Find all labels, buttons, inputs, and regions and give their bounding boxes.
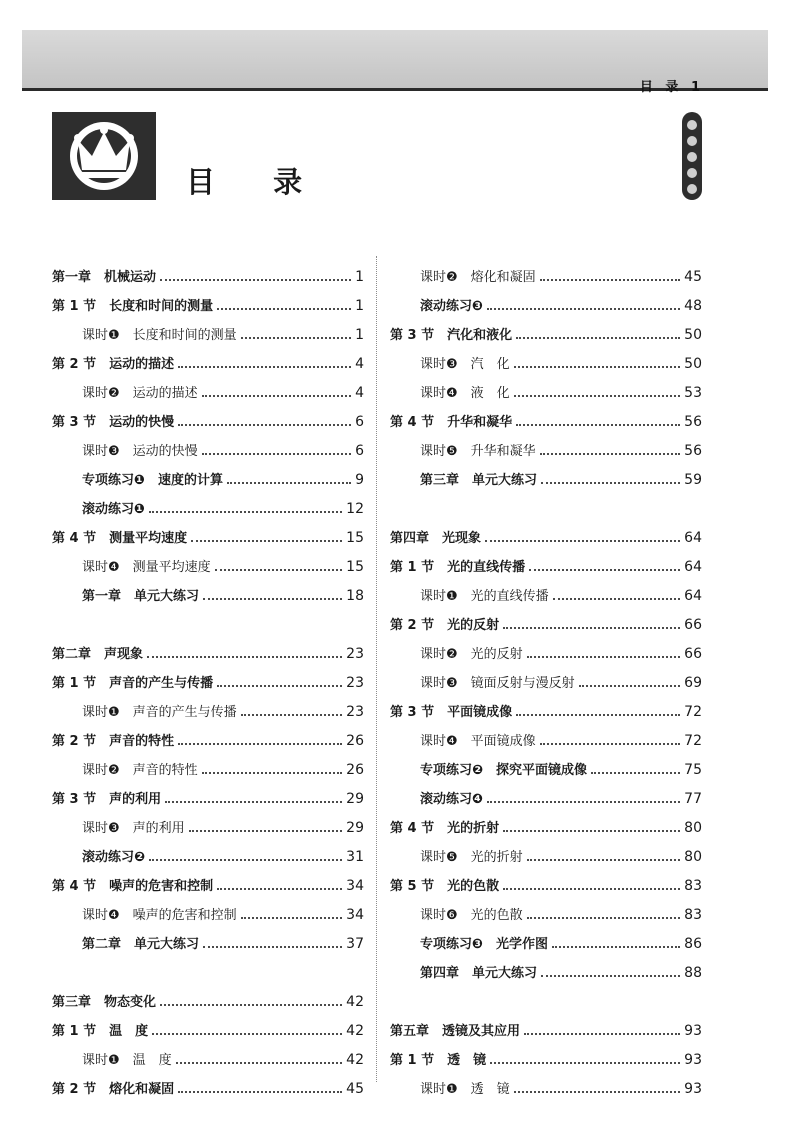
dot-leader — [490, 1062, 680, 1064]
dot-leader — [541, 975, 680, 977]
toc-entry-title: 第 4 节 升华和凝华 — [390, 415, 513, 430]
toc-entry-title: 课时❷ 运动的描述 — [82, 386, 198, 401]
toc-entry — [390, 517, 702, 546]
toc-entry-title: 第 2 节 熔化和凝固 — [52, 1082, 175, 1097]
toc-entry-page: 1 — [355, 327, 364, 343]
dot-leader — [514, 366, 681, 368]
toc-entry-title: 课时❶ 透 镜 — [420, 1082, 510, 1097]
toc-entry — [52, 517, 364, 546]
toc-entry — [390, 865, 702, 894]
toc-entry-title: 第二章 单元大练习 — [82, 937, 200, 952]
toc-entry-title: 第 3 节 声的利用 — [52, 792, 162, 807]
toc-entry-title: 第四章 单元大练习 — [420, 966, 538, 981]
dot-leader — [527, 859, 681, 861]
toc-entry — [52, 1068, 364, 1097]
toc-entry-page: 34 — [346, 878, 364, 894]
toc-entry-page: 1 — [355, 269, 364, 285]
toc-entry-title: 第 3 节 汽化和液化 — [390, 328, 513, 343]
toc-entry-page: 31 — [346, 849, 364, 865]
toc-entry — [390, 894, 702, 923]
toc-entry-title: 课时❹ 测量平均速度 — [82, 560, 211, 575]
dot-leader — [149, 859, 342, 861]
dot-leader — [217, 308, 351, 310]
toc-entry — [390, 749, 702, 778]
toc-entry — [52, 546, 364, 575]
toc-entry-title: 课时❺ 光的折射 — [420, 850, 523, 865]
dot-leader — [524, 1033, 680, 1035]
dot-leader — [176, 1062, 343, 1064]
toc-entry-page: 77 — [684, 791, 702, 807]
toc-entry-title: 课时❻ 光的色散 — [420, 908, 523, 923]
toc-entry-page: 48 — [684, 298, 702, 314]
toc-entry — [390, 459, 702, 488]
toc-entry-title: 第 1 节 光的直线传播 — [390, 560, 526, 575]
toc-entry-page: 86 — [684, 936, 702, 952]
toc-entry — [52, 1010, 364, 1039]
toc-entry — [390, 343, 702, 372]
dot-leader — [178, 1091, 342, 1093]
dot-leader — [514, 395, 681, 397]
toc-entry — [390, 1039, 702, 1068]
dot-leader — [203, 946, 342, 948]
dot-leader — [189, 830, 343, 832]
dot-leader — [503, 627, 680, 629]
toc-entry — [52, 430, 364, 459]
toc-entry-title: 专项练习❷ 探究平面镜成像 — [420, 763, 588, 778]
toc-entry-title: 第 1 节 温 度 — [52, 1024, 149, 1039]
toc-entry-page: 18 — [346, 588, 364, 604]
toc-entry-title: 第 1 节 声音的产生与传播 — [52, 676, 214, 691]
toc-entry — [52, 401, 364, 430]
toc-entry — [52, 981, 364, 1010]
toc-entry-page: 23 — [346, 646, 364, 662]
toc-entry-page: 56 — [684, 443, 702, 459]
toc-entry-page: 23 — [346, 675, 364, 691]
toc-entry — [52, 691, 364, 720]
toc-entry-title: 课时❶ 光的直线传播 — [420, 589, 549, 604]
toc-entry — [52, 749, 364, 778]
dot-leader — [202, 453, 351, 455]
toc-entry — [52, 1039, 364, 1068]
toc-entry-page: 4 — [355, 356, 364, 372]
dot-leader — [540, 743, 681, 745]
toc-entry — [390, 372, 702, 401]
toc-entry — [52, 720, 364, 749]
toc-entry — [52, 285, 364, 314]
toc-entry — [390, 401, 702, 430]
dot-leader — [241, 714, 343, 716]
toc-entry-title: 第 1 节 透 镜 — [390, 1053, 487, 1068]
toc-entry — [390, 923, 702, 952]
toc-entry-page: 29 — [346, 791, 364, 807]
toc-entry-page: 45 — [684, 269, 702, 285]
toc-entry-title: 第 3 节 平面镜成像 — [390, 705, 513, 720]
toc-entry-title: 第 2 节 光的反射 — [390, 618, 500, 633]
toc-entry-page: 15 — [346, 530, 364, 546]
toc-entry — [390, 604, 702, 633]
dot-leader — [217, 888, 342, 890]
crown-icon — [52, 112, 156, 200]
toc-entry-page: 42 — [346, 994, 364, 1010]
dot-leader — [527, 656, 681, 658]
toc-entry-title: 课时❷ 熔化和凝固 — [420, 270, 536, 285]
dot-leader — [485, 540, 680, 542]
dot-leader — [529, 569, 680, 571]
toc-entry-page: 69 — [684, 675, 702, 691]
dot-leader — [160, 279, 351, 281]
toc-entry-title: 课时❷ 声音的特性 — [82, 763, 198, 778]
toc-entry — [52, 488, 364, 517]
toc-entry-title: 第四章 光现象 — [390, 531, 482, 546]
dot-leader — [516, 714, 680, 716]
toc-entry-title: 课时❸ 镜面反射与漫反射 — [420, 676, 575, 691]
dot-leader — [527, 917, 681, 919]
toc-entry-title: 课时❸ 运动的快慢 — [82, 444, 198, 459]
toc-entry-title: 第三章 物态变化 — [52, 995, 157, 1010]
dot-leader — [202, 395, 351, 397]
dot-leader — [516, 424, 680, 426]
toc-entry — [390, 546, 702, 575]
dot-leader — [579, 685, 681, 687]
toc-entry-page: 93 — [684, 1052, 702, 1068]
toc-entry-title: 第 2 节 声音的特性 — [52, 734, 175, 749]
toc-entry-title: 课时❸ 汽 化 — [420, 357, 510, 372]
toc-entry-page: 93 — [684, 1081, 702, 1097]
dot-leader — [241, 917, 343, 919]
toc-entry-title: 第 3 节 运动的快慢 — [52, 415, 175, 430]
toc-entry-title: 滚动练习❸ — [420, 299, 484, 314]
toc-entry — [52, 633, 364, 662]
toc-entry — [52, 923, 364, 952]
toc-entry — [390, 314, 702, 343]
toc-left-column — [52, 256, 364, 1097]
toc-entry — [390, 691, 702, 720]
toc-entry-title: 第二章 声现象 — [52, 647, 144, 662]
toc-entry-page: 4 — [355, 385, 364, 401]
toc-entry-page: 53 — [684, 385, 702, 401]
toc-entry-title: 滚动练习❹ — [420, 792, 484, 807]
toc-entry-page: 80 — [684, 820, 702, 836]
dot-leader — [202, 772, 343, 774]
toc-entry — [52, 372, 364, 401]
dot-leader — [503, 888, 680, 890]
toc-entry-title: 第 4 节 噪声的危害和控制 — [52, 879, 214, 894]
toc-entry — [390, 256, 702, 285]
toc-entry — [52, 343, 364, 372]
toc-entry-title: 课时❹ 液 化 — [420, 386, 510, 401]
toc-entry-title: 课时❶ 长度和时间的测量 — [82, 328, 237, 343]
toc-entry-title: 滚动练习❷ — [82, 850, 146, 865]
dot-leader — [487, 308, 680, 310]
toc-entry-title: 专项练习❸ 光学作图 — [420, 937, 549, 952]
toc-entry-title: 第 5 节 光的色散 — [390, 879, 500, 894]
dot-leader — [152, 1033, 342, 1035]
dot-leader — [514, 1091, 681, 1093]
dot-leader — [487, 801, 680, 803]
toc-entry-title: 第五章 透镜及其应用 — [390, 1024, 521, 1039]
toc-entry — [390, 285, 702, 314]
toc-entry-page: 59 — [684, 472, 702, 488]
toc-entry — [390, 662, 702, 691]
toc-entry — [390, 836, 702, 865]
toc-entry-page: 83 — [684, 907, 702, 923]
page-tab-icon — [682, 112, 702, 200]
toc-entry — [390, 1068, 702, 1097]
toc-entry-title: 第一章 单元大练习 — [82, 589, 200, 604]
toc-entry-page: 15 — [346, 559, 364, 575]
toc-entry — [390, 1010, 702, 1039]
toc-entry-page: 34 — [346, 907, 364, 923]
toc-entry-page: 75 — [684, 762, 702, 778]
dot-leader — [516, 337, 680, 339]
toc-entry-page: 56 — [684, 414, 702, 430]
toc-entry-title: 课时❺ 升华和凝华 — [420, 444, 536, 459]
toc-entry-page: 37 — [346, 936, 364, 952]
toc-entry-title: 课时❷ 光的反射 — [420, 647, 523, 662]
running-header: 目 录 1 — [639, 80, 704, 95]
toc-entry-page: 12 — [346, 501, 364, 517]
toc-entry — [52, 778, 364, 807]
toc-entry-page: 29 — [346, 820, 364, 836]
dot-leader — [191, 540, 342, 542]
toc-entry-page: 9 — [355, 472, 364, 488]
dot-leader — [147, 656, 342, 658]
toc-right-column — [390, 256, 702, 1097]
toc-entry — [390, 430, 702, 459]
dot-leader — [178, 366, 351, 368]
dot-leader — [552, 946, 680, 948]
toc-entry — [52, 256, 364, 285]
dot-leader — [227, 482, 351, 484]
toc-entry-title: 课时❸ 声的利用 — [82, 821, 185, 836]
toc-entry — [390, 778, 702, 807]
dot-leader — [241, 337, 351, 339]
dot-leader — [215, 569, 343, 571]
page-title: 目 录 — [186, 165, 327, 199]
dot-leader — [178, 743, 342, 745]
toc-entry-page: 23 — [346, 704, 364, 720]
toc-entry-page: 6 — [355, 443, 364, 459]
dot-leader — [160, 1004, 342, 1006]
toc-entry-page: 42 — [346, 1023, 364, 1039]
toc-entry-page: 72 — [684, 704, 702, 720]
toc-entry-page: 83 — [684, 878, 702, 894]
toc-entry — [52, 575, 364, 604]
toc-entry-title: 课时❹ 噪声的危害和控制 — [82, 908, 237, 923]
toc-entry — [52, 459, 364, 488]
toc-entry-page: 64 — [684, 530, 702, 546]
toc-entry-page: 66 — [684, 646, 702, 662]
dot-leader — [540, 279, 681, 281]
toc-entry — [52, 894, 364, 923]
dot-leader — [553, 598, 681, 600]
dot-leader — [541, 482, 680, 484]
toc-entry-page: 50 — [684, 356, 702, 372]
column-divider — [376, 256, 377, 1082]
toc-entry — [52, 314, 364, 343]
toc-entry-title: 课时❹ 平面镜成像 — [420, 734, 536, 749]
toc-entry-page: 1 — [355, 298, 364, 314]
toc-entry-page: 80 — [684, 849, 702, 865]
dot-leader — [503, 830, 680, 832]
toc-entry-page: 66 — [684, 617, 702, 633]
toc-entry-title: 课时❶ 声音的产生与传播 — [82, 705, 237, 720]
toc-entry-page: 45 — [346, 1081, 364, 1097]
toc-entry-page: 93 — [684, 1023, 702, 1039]
toc-entry-page: 6 — [355, 414, 364, 430]
toc-entry-page: 88 — [684, 965, 702, 981]
toc-entry-page: 64 — [684, 588, 702, 604]
toc-entry-page: 26 — [346, 762, 364, 778]
toc-entry-title: 第一章 机械运动 — [52, 270, 157, 285]
dot-leader — [178, 424, 351, 426]
dot-leader — [203, 598, 342, 600]
dot-leader — [540, 453, 681, 455]
dot-leader — [165, 801, 342, 803]
toc-entry-title: 课时❶ 温 度 — [82, 1053, 172, 1068]
toc-entry — [390, 633, 702, 662]
toc-entry-title: 第 4 节 测量平均速度 — [52, 531, 188, 546]
dot-leader — [217, 685, 342, 687]
toc-entry — [52, 807, 364, 836]
toc-entry — [52, 865, 364, 894]
toc-entry-title: 第 1 节 长度和时间的测量 — [52, 299, 214, 314]
toc-entry-page: 26 — [346, 733, 364, 749]
toc-entry-page: 72 — [684, 733, 702, 749]
dot-leader — [591, 772, 680, 774]
toc-entry-title: 专项练习❶ 速度的计算 — [82, 473, 224, 488]
toc-entry-page: 64 — [684, 559, 702, 575]
toc-entry — [390, 575, 702, 604]
toc-entry-title: 第 4 节 光的折射 — [390, 821, 500, 836]
toc-entry-title: 第 2 节 运动的描述 — [52, 357, 175, 372]
toc-entry-page: 50 — [684, 327, 702, 343]
toc-entry — [52, 836, 364, 865]
toc-entry-page: 42 — [346, 1052, 364, 1068]
toc-entry — [390, 720, 702, 749]
toc-entry — [52, 662, 364, 691]
toc-entry-title: 第三章 单元大练习 — [420, 473, 538, 488]
toc-entry-title: 滚动练习❶ — [82, 502, 146, 517]
toc-entry — [390, 807, 702, 836]
toc-entry — [390, 952, 702, 981]
dot-leader — [149, 511, 342, 513]
